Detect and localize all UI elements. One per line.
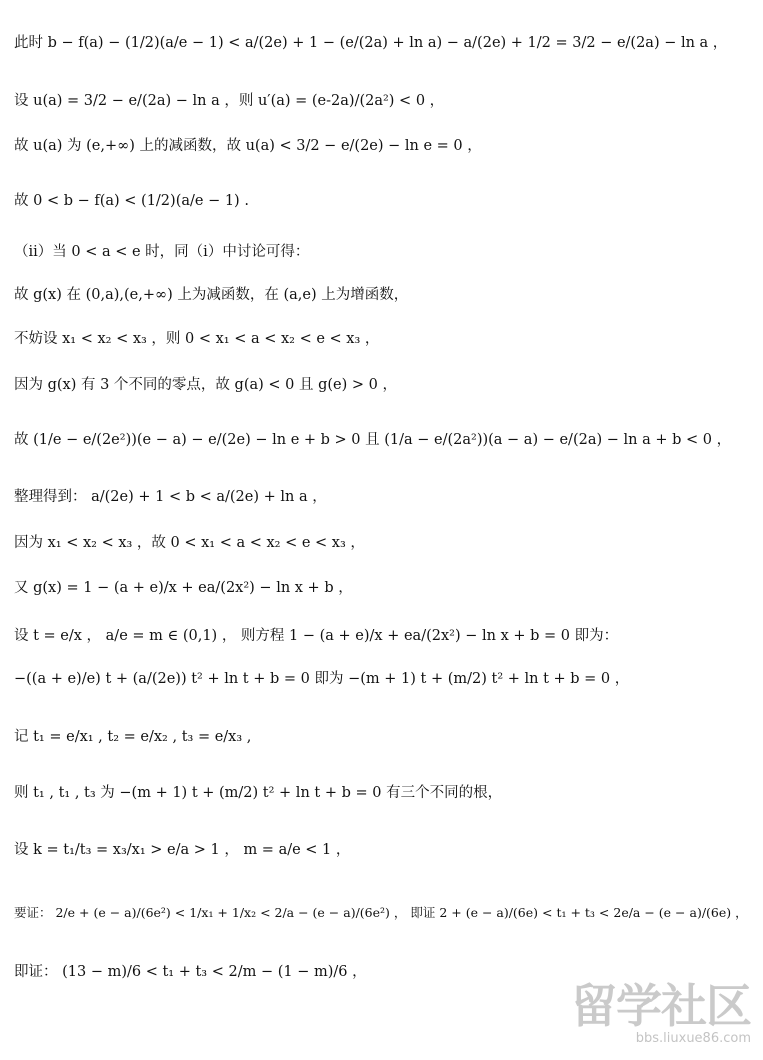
line-5: （ii）当 0 < a < e 时，同（i）中讨论可得： bbox=[14, 244, 310, 260]
line-6: 故 g(x) 在 (0,a),(e,+∞) 上为减函数，在 (a,e) 上为增函数， bbox=[14, 287, 409, 303]
line-1: 此时 b − f(a) − (1/2)(a/e − 1) < a/(2e) + 1 − (e/(2a) + ln a) − a/(2e) + 1/2 = 3/2 − e/(2a) − ln a ， bbox=[14, 35, 728, 51]
line-17: 设 k = t₁/t₃ = x₃/x₁ > e/a > 1 ， m = a/e < 1 ， bbox=[14, 842, 351, 858]
site-watermark bbox=[571, 979, 751, 1046]
line-2: 设 u(a) = 3/2 − e/(2a) − ln a ，则 u′(a) = (e-2a)/(2a²) < 0 ， bbox=[14, 93, 445, 109]
line-12: 又 g(x) = 1 − (a + e)/x + ea/(2x²) − ln x + b ， bbox=[14, 580, 353, 596]
watermark-url: bbs.liuxue86.com bbox=[635, 1031, 751, 1046]
line-4: 故 0 < b − f(a) < (1/2)(a/e − 1) . bbox=[14, 193, 249, 209]
line-19: 即证： (13 − m)/6 < t₁ + t₃ < 2/m − (1 − m)/6 ， bbox=[14, 964, 367, 980]
line-11: 因为 x₁ < x₂ < x₃ ，故 0 < x₁ < a < x₂ < e < x₃ ， bbox=[14, 535, 365, 551]
line-7: 不妨设 x₁ < x₂ < x₃ ，则 0 < x₁ < a < x₂ < e < x₃ ， bbox=[14, 331, 380, 347]
watermark-logo: 留学社区 bbox=[571, 979, 751, 1033]
line-10: 整理得到： a/(2e) + 1 < b < a/(2e) + ln a ， bbox=[14, 489, 327, 505]
line-8: 因为 g(x) 有 3 个不同的零点，故 g(a) < 0 且 g(e) > 0 ， bbox=[14, 377, 397, 393]
line-18: 要证： 2/e + (e − a)/(6e²) < 1/x₁ + 1/x₂ < 2/a − (e − a)/(6e²) ， 即证 2 + (e − a)/(6e) < t₁ + t₃ < 2e/a − (e − a)/(6e) ， bbox=[14, 905, 748, 920]
line-9: 故 (1/e − e/(2e²))(e − a) − e/(2e) − ln e + b > 0 且 (1/a − e/(2a²))(a − a) − e/(2a) − ln a + b < 0 ， bbox=[14, 432, 732, 448]
line-3: 故 u(a) 为 (e,+∞) 上的减函数，故 u(a) < 3/2 − e/(2e) − ln e = 0 ， bbox=[14, 138, 482, 154]
line-16: 则 t₁ , t₁ , t₃ 为 −(m + 1) t + (m/2) t² + ln t + b = 0 有三个不同的根， bbox=[14, 785, 503, 801]
line-13: 设 t = e/x ， a/e = m ∈ (0,1) ， 则方程 1 − (a + e)/x + ea/(2x²) − ln x + b = 0 即为： bbox=[14, 628, 619, 644]
line-15: 记 t₁ = e/x₁ , t₂ = e/x₂ , t₃ = e/x₃ , bbox=[14, 729, 252, 745]
line-14: −((a + e)/e) t + (a/(2e)) t² + ln t + b = 0 即为 −(m + 1) t + (m/2) t² + ln t + b = 0 ， bbox=[14, 671, 630, 687]
